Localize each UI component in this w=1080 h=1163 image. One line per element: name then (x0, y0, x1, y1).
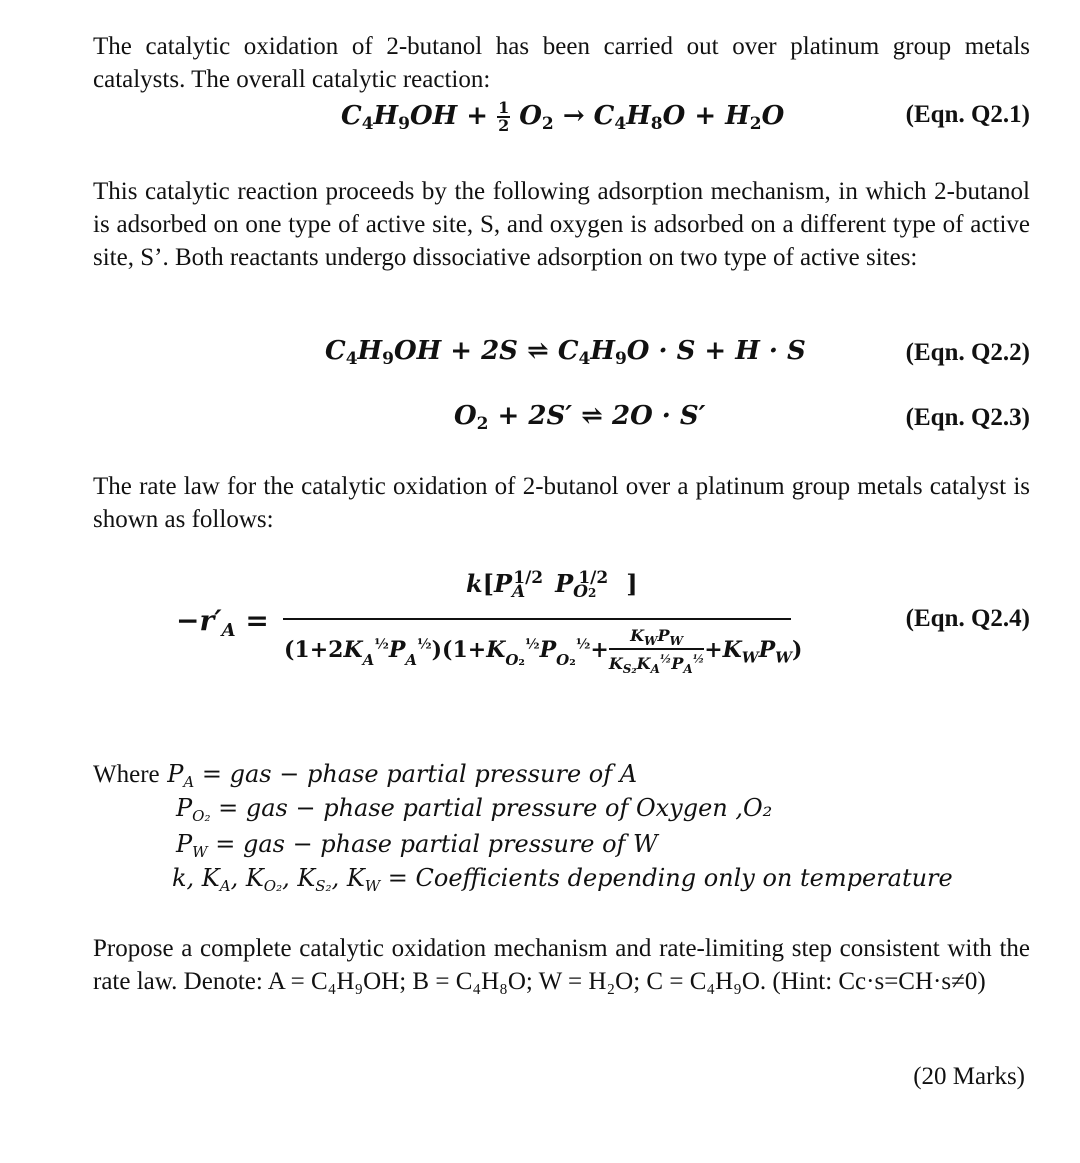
pa-description: gas − phase partial pressure of A (229, 760, 638, 788)
equation-q2-2: $C_4H_9OH + 2S$ ⇌ $C_4H_9O \cdot S + H \cdot S$ (325, 336, 806, 369)
equation-q2-4-label: (Eqn. Q2.4) (905, 605, 1030, 632)
where-line-pa: Where $P_A$ = gas − phase partial pressure of A (93, 760, 638, 791)
where-line-coefficients: k, $K_A$, $K_{O_2}$, $K_{S_2}$, $K_W$ = Coefficients depending only on temperature (172, 864, 953, 895)
equation-q2-2-label: (Eqn. Q2.2) (905, 339, 1030, 366)
where-line-po2: $P_{O_2}$ = gas − phase partial pressure of Oxygen ,O₂ (176, 794, 773, 825)
po2-description: gas − phase partial pressure of Oxygen ,O₂ (245, 794, 773, 822)
rate-lhs: $-r'_A$ = (176, 604, 269, 641)
where-line-pw: $P_W$ = gas − phase partial pressure of W (176, 830, 658, 861)
rate-numerator: $k[P_A^{1/2}$ $P_{O2}^{1/2}$ ] (466, 568, 638, 602)
intro-paragraph: The catalytic oxidation of 2-butanol has been carried out over platinum group metals catalysts. The overall catalytic reaction: (93, 33, 1030, 93)
pw-description: gas − phase partial pressure of W (242, 830, 658, 858)
rate-denominator: $(1+2K_A^{\frac{1}{2}}P_A^{\frac{1}{2}})(1+K_{O_2}^{\frac{1}{2}}P_{O_2}^{\frac{1}{2}}+$ $K_WP_W$ $K_{S_2}K_A^{\frac{1}{2}}P_A^{\frac{1}{2}}$ $+K_WP_W$) (284, 626, 803, 676)
equation-q2-3: $O_2 + 2S'$ ⇌ 2O · S′ (454, 401, 706, 434)
equation-q2-1: $C_4H_9OH$ + $\frac{1}{2}$ $O_2 \to C_4H_8O + H_2O$ (341, 98, 785, 135)
where-word: Where (93, 761, 160, 788)
marks-label: (20 Marks) (913, 1063, 1025, 1090)
fraction-bar (283, 618, 791, 620)
equation-q2-3-label: (Eqn. Q2.3) (905, 404, 1030, 431)
ratelaw-paragraph: The rate law for the catalytic oxidation of 2-butanol over a platinum group metals catalyst is shown as follows: (93, 473, 1030, 533)
question-paragraph: Propose a complete catalytic oxidation mechanism and rate-limiting step consistent with the rate law. Denote: A = C₄H₉OH; B = C₄H₈O; W = H₂O; C = C₄H₉O. (Hint: Cc·s=CH·s≠0) (93, 935, 1030, 995)
coefficients-description: Coefficients depending only on temperature (415, 864, 953, 892)
equation-q2-1-label: (Eqn. Q2.1) (905, 101, 1030, 128)
mechanism-paragraph: This catalytic reaction proceeds by the following adsorption mechanism, in which 2-butanol is adsorbed on one type of active site, S, and oxygen is adsorbed on a different type of active site, S’. Both reactants undergo dissociative adsorption on two type of active sites: (93, 178, 1030, 271)
